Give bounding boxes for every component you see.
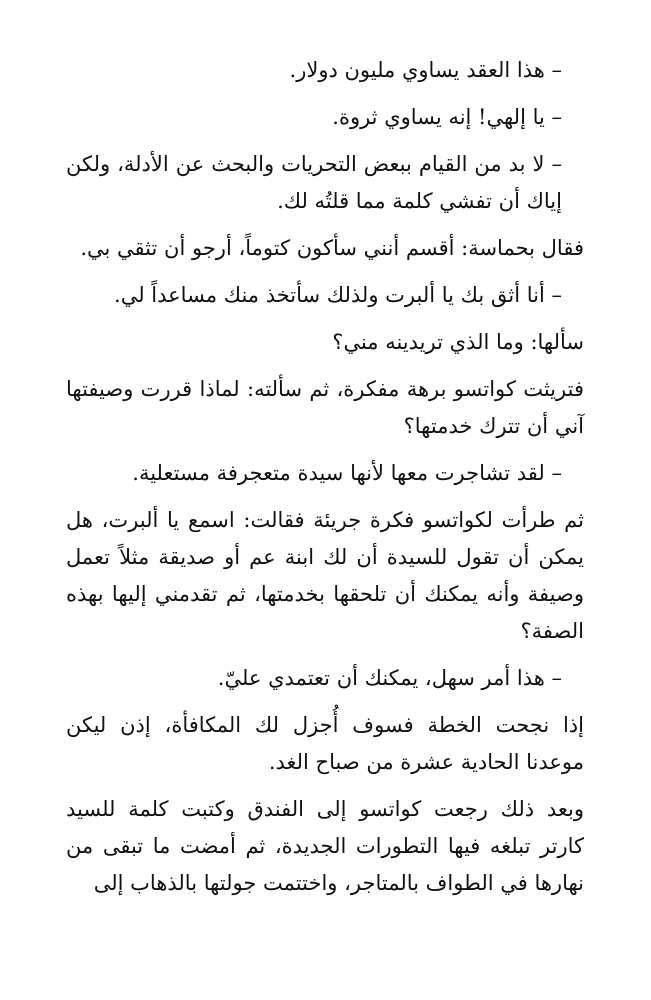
paragraph-9: ثم طرأت لكواتسو فكرة جريئة فقالت: اسمع يا ألبرت، هل يمكن أن تقول للسيدة أن لك ابنة عم أو صديقة مثلاً تعمل وصيفة وأنه يمكنك أن تلحقها بخدمتها، ثم تقدمني إليها بهذه الصفة؟ (66, 508, 584, 643)
paragraph-7: فتريثت كواتسو برهة مفكرة، ثم سألته: لماذا قررت وصيفتها آني أن تترك خدمتها؟ (66, 377, 584, 438)
paragraph-5: – أنا أثق بك يا ألبرت ولذلك سأتخذ منك مساعداً لي. (114, 283, 562, 307)
paragraph-10: – هذا أمر سهل، يمكنك أن تعتمدي عليّ. (217, 666, 562, 690)
paragraph-6: سألها: وما الذي تريدينه مني؟ (332, 330, 584, 354)
paragraph-12: وبعد ذلك رجعت كواتسو إلى الفندق وكتبت كلمة للسيد كارتر تبلغه فيها التطورات الجديدة، ثم أمضت ما تبقى من نهارها في الطواف بالمتاجر، واختتمت جولتها بالذهاب إلى (66, 797, 584, 895)
paragraph-2: – يا إلهي! إنه يساوي ثروة. (332, 105, 562, 129)
paragraph-11: إذا نجحت الخطة فسوف أُجزل لك المكافأة، إذن ليكن موعدنا الحادية عشرة من صباح الغد. (66, 713, 584, 774)
paragraph-1: – هذا العقد يساوي مليون دولار. (289, 58, 562, 82)
book-page-text (66, 52, 584, 912)
paragraph-4: فقال بحماسة: أقسم أنني سأكون كتوماً، أرجو أن تثقي بي. (80, 236, 584, 260)
paragraph-8: – لقد تشاجرت معها لأنها سيدة متعجرفة مستعلية. (132, 461, 562, 485)
paragraph-3: – لا بد من القيام ببعض التحريات والبحث عن الأدلة، ولكن إياك أن تفشي كلمة مما قلتُه لك. (66, 152, 562, 213)
